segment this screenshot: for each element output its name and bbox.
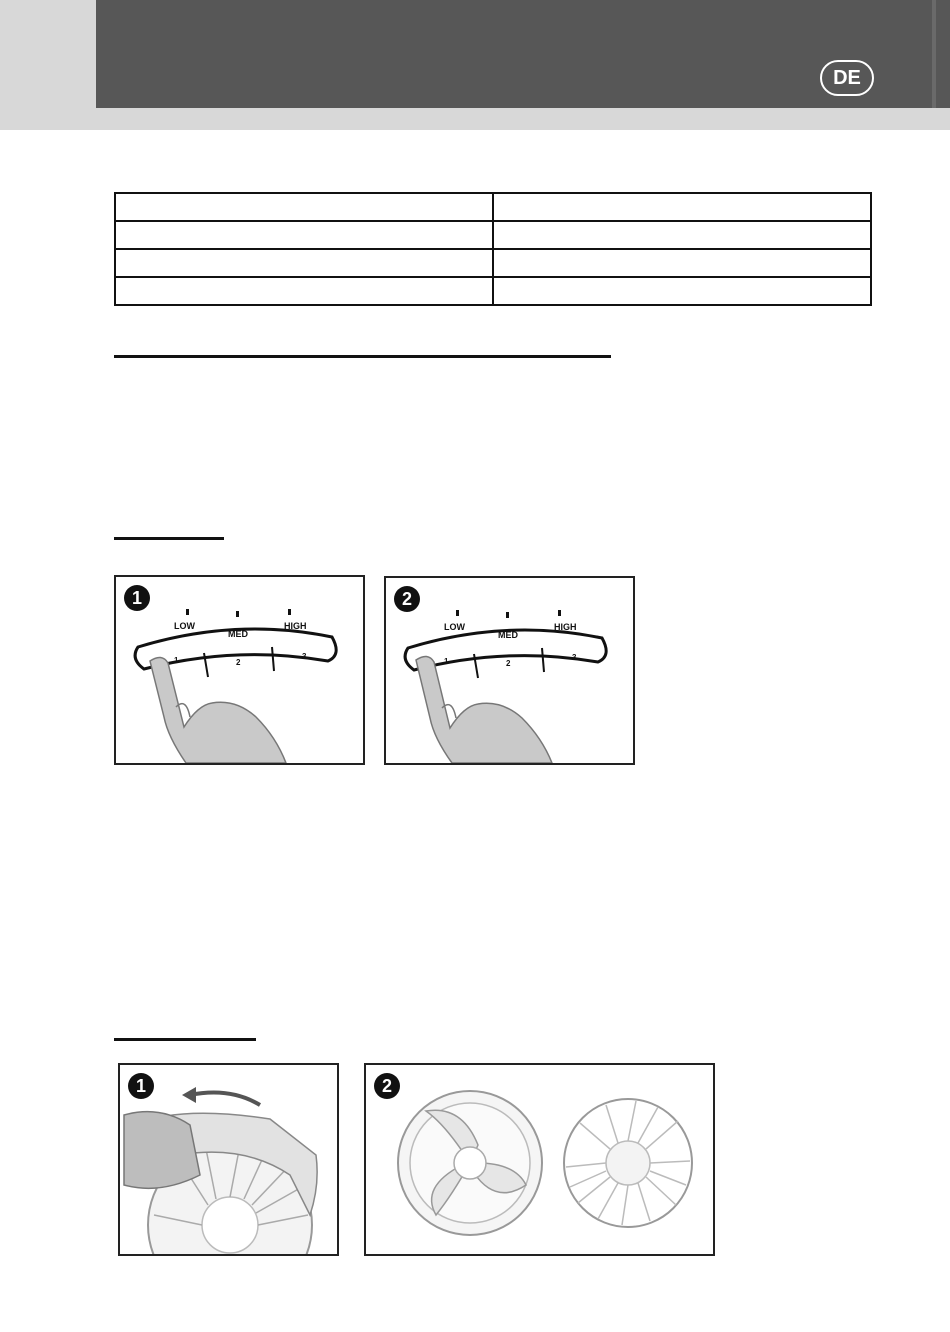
illustration-step-2 [364,1063,715,1256]
table-row [115,277,871,305]
med-label: MED [228,629,248,639]
header-edge [932,0,936,108]
table-cell [115,249,493,277]
header-bar [96,0,950,108]
fan-grille-icon [564,1099,692,1227]
subsection-heading-rule [114,1038,256,1041]
button-label: 2 [506,659,511,668]
step-number: 2 [374,1073,400,1099]
button-label: 3 [302,652,307,661]
low-label: LOW [174,621,195,631]
finger-press-icon [416,656,552,763]
low-label: LOW [444,622,465,632]
table-cell [115,193,493,221]
table-cell [493,277,871,305]
button-label: 2 [236,658,241,667]
step-number: 1 [128,1073,154,1099]
table-row [115,249,871,277]
finger-press-icon [150,657,286,763]
section-heading-rule [114,355,611,358]
table-row [115,193,871,221]
high-label: HIGH [554,622,577,632]
spec-table [114,192,872,306]
language-badge: DE [820,60,874,96]
illustration-step-1 [114,575,365,765]
high-label: HIGH [284,621,307,631]
table-cell [493,193,871,221]
illustration-step-1 [118,1063,339,1256]
button-label: 1 [444,657,449,666]
fan-blade-icon [398,1091,542,1235]
table-cell [115,277,493,305]
step-number: 1 [124,585,150,611]
rotate-arrow-icon [190,1093,260,1105]
illustration-step-2 [384,576,635,765]
button-label: 3 [572,653,577,662]
table-cell [115,221,493,249]
table-cell [493,221,871,249]
subsection-heading-rule [114,537,224,540]
table-cell [493,249,871,277]
table-row [115,221,871,249]
button-label: 1 [174,656,179,665]
step-number: 2 [394,586,420,612]
med-label: MED [498,630,518,640]
